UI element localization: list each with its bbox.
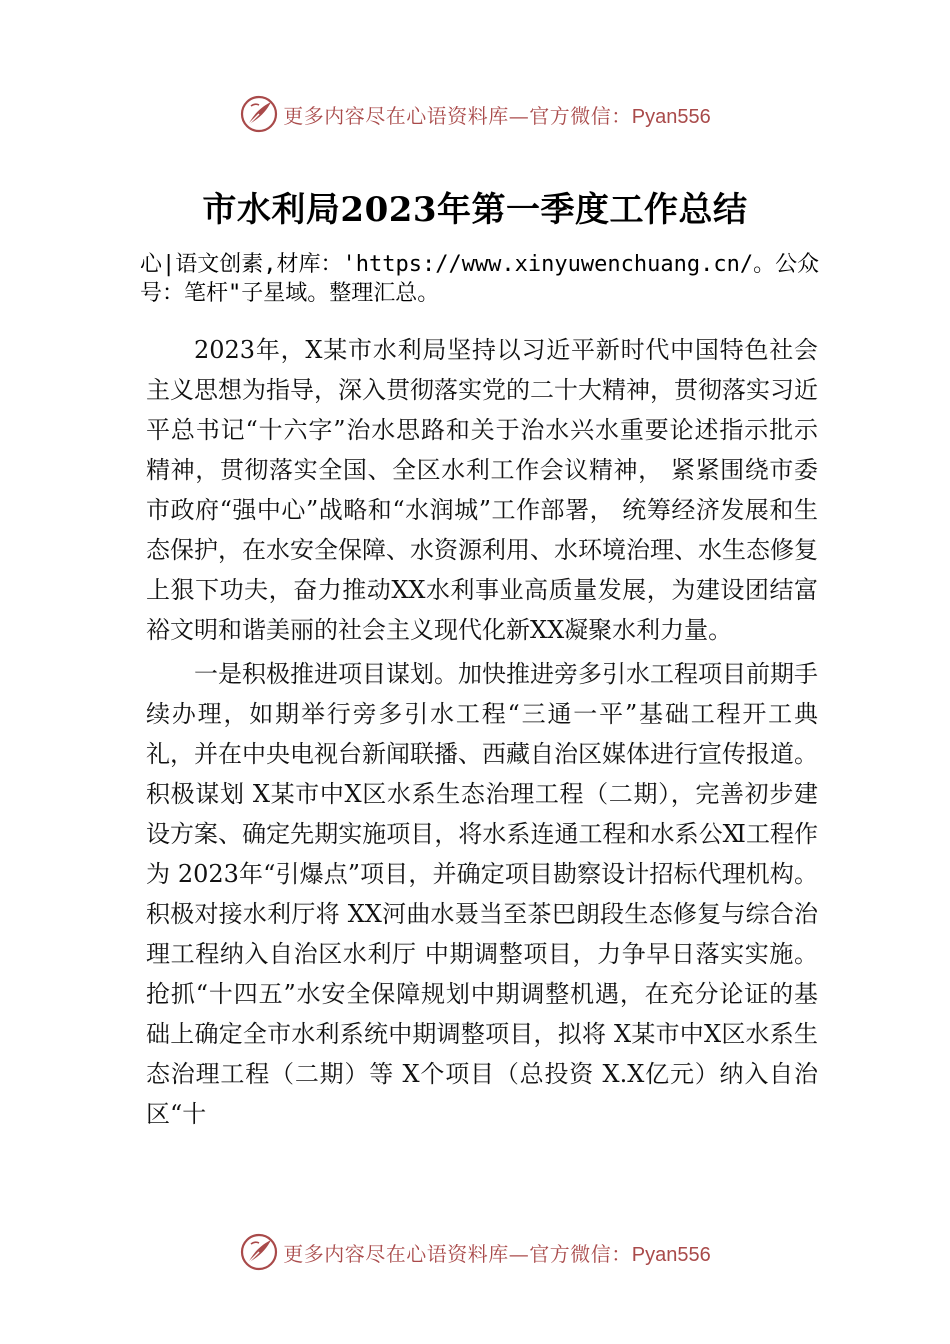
footer-banner: [0, 1230, 950, 1274]
document-body: [146, 330, 818, 1138]
footer-wechat-id: Pyan556: [631, 1243, 711, 1266]
document-title: 市水利局2023年第一季度工作总结: [202, 190, 748, 230]
quill-logo-icon: [239, 1232, 279, 1272]
quill-logo-icon: [239, 94, 279, 134]
source-line: 心|语文创素,材库：'https://www.xinyuwenchuang.cn/。公众号：笔杆"子星域。整理汇总。: [140, 252, 820, 306]
paragraph-intro: 2023年，X某市水利局坚持以习近平新时代中国特色社会主义思想为指导，深入贯彻落实党的二十大精神，贯彻落实习近平总书记“十六字”治水思路和关于治水兴水重要论述指示批示精神，贯彻落实全国、全区水利工作会议精神， 紧紧围绕市委市政府“强中心”战略和“水润城”工作部署， 统筹经济发展和生态保护，在水安全保障、水资源利用、水环境治理、水生态修复上狠下功夫，奋力推动XX水利事业高质量发展，为建设团结富裕文明和谐美丽的社会主义现代化新XX凝聚水利力量。: [146, 336, 818, 644]
paragraph-project-planning: 一是积极推进项目谋划。加快推进旁多引水工程项目前期手续办理，如期举行旁多引水工程“三通一平”基础工程开工典礼，并在中央电视台新闻联播、西藏自治区媒体进行宣传报道。积极谋划 X某市中Ⅹ区水系生态治理工程（二期），完善初步建设方案、确定先期实施项目，将水系连通工程和水系公Ⅺ工程作为 2023年“引爆点”项目，并确定项目勘察设计招标代理机构。积极对接水利厅将 XX河曲水聂当至茶巴朗段生态修复与综合治理工程纳入自治区水利厅 中期调整项目，力争早日落实实施。抢抓“十四五”水安全保障规划中期调整机遇，在充分论证的基础上确定全市水利系统中期调整项目，拟将 X某市中Ⅹ区水系生态治理工程（二期）等 X个项目（总投资 X.X亿元）纳入自治区“十: [146, 660, 818, 1128]
header-wechat-id: Pyan556: [631, 105, 711, 128]
header-banner-text: 更多内容尽在心语资料库—官方微信：Pyan556: [283, 103, 711, 128]
footer-banner-text: 更多内容尽在心语资料库—官方微信：Pyan556: [283, 1241, 711, 1266]
header-banner: [0, 92, 950, 136]
